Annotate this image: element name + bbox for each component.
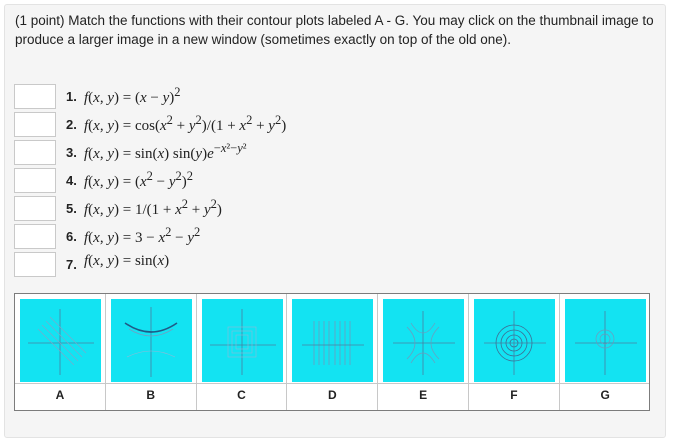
answer-input-7[interactable] [14,252,56,277]
problem-number: 3. [66,145,77,160]
answer-input-3[interactable] [14,140,56,165]
plot-label-f: F [510,388,518,402]
problem-row-4 [14,168,314,196]
contour-thumbnail-g[interactable] [565,299,646,382]
answer-input-1[interactable] [14,84,56,109]
problem-prompt: (1 point) Match the functions with their contour plots labeled A - G. You may click on the thumbnail image to produce a larger image in a new window (sometimes exactly on top of the old one). [15,13,654,47]
problem-row-6 [14,224,314,252]
plot-cell-d [287,294,378,410]
plot-label-c: C [237,388,246,402]
problem-number: 4. [66,173,77,188]
contour-plot-f-graphic [474,299,555,382]
contour-thumbnail-b[interactable] [111,299,192,382]
problem-row-5 [14,196,314,224]
plot-cell-c [197,294,288,410]
function-3: f(x, y) = sin(x) $\sin(y)e^{-x^2-y^2}$ [84,141,247,162]
contour-thumbnail-a[interactable] [20,299,101,382]
plot-label-b: B [146,388,156,402]
plot-cell-e [378,294,469,410]
plot-label-g: G [600,388,610,402]
plot-cell-a [15,294,106,410]
contour-thumbnail-f[interactable] [474,299,555,382]
problem-row-2 [14,112,314,140]
answer-input-5[interactable] [14,196,56,221]
contour-thumbnail-c[interactable] [202,299,283,382]
function-7: f(x, y) = sin(x) [84,253,170,269]
answer-input-6[interactable] [14,224,56,249]
problem-number: 2. [66,117,77,132]
plot-label-e: E [419,388,428,402]
plot-cell-f [469,294,560,410]
contour-thumbnail-e[interactable] [383,299,464,382]
contour-plot-table [14,293,650,411]
contour-plot-e-graphic [383,299,464,382]
function-5: f(x, $y) = 1/(1 + x^2 + y^2)$ [84,197,222,218]
problem-row-7 [14,252,314,280]
contour-plot-a-graphic [20,299,101,382]
answer-input-4[interactable] [14,168,56,193]
contour-plot-b-graphic [111,299,192,382]
problem-row-1 [14,84,314,112]
plot-cell-b [106,294,197,410]
contour-plot-g-graphic [565,299,646,382]
answer-input-2[interactable] [14,112,56,137]
function-6: f(x, $y) = 3 - x^2 - y^2$ [84,225,201,246]
plot-label-d: D [327,388,337,402]
contour-plot-d-graphic [292,299,373,382]
function-2: f(x, $y) = \cos(x^2 + y^2)/(1 + x^2 + y^2)$ [84,113,287,134]
problem-number: 5. [66,201,77,216]
contour-plot-c-graphic [202,299,283,382]
function-1: f(x, $y) = (x - y)^2$ [84,85,181,106]
problem-row-3 [14,140,314,168]
problem-number: 7. [66,257,77,272]
function-4: f(x, $y) = (x^2 - y^2)^2$ [84,169,194,190]
contour-thumbnail-d[interactable] [292,299,373,382]
problem-number: 6. [66,229,77,244]
problem-number: 1. [66,89,77,104]
plot-cell-g [560,294,651,410]
plot-label-a: A [55,388,65,402]
